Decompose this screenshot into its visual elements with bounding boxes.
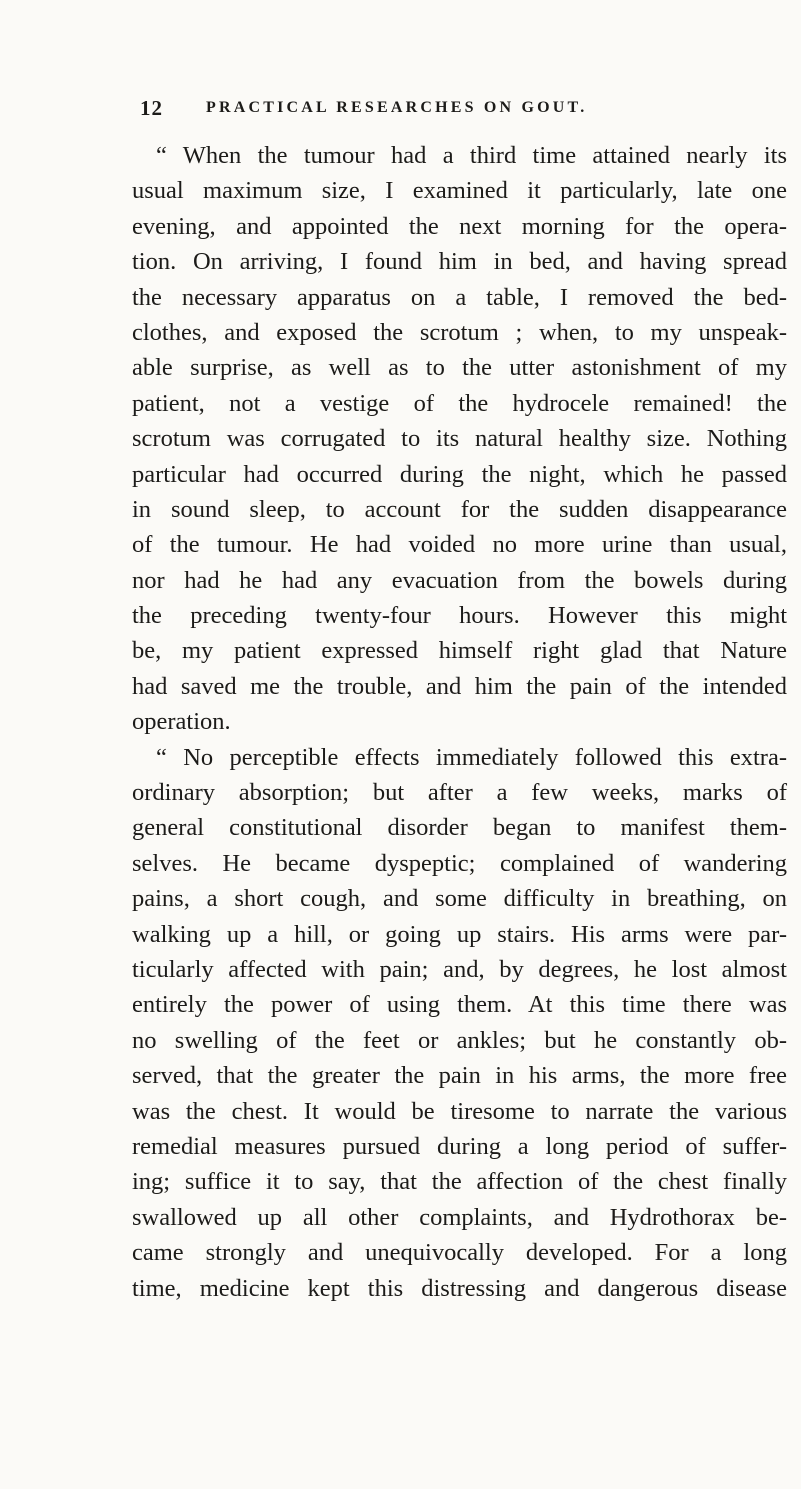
- text-line: tion. On arriving, I found him in bed, and having spread: [132, 248, 787, 276]
- text-line: “ No perceptible effects immediately followed this extra-: [156, 743, 787, 771]
- text-line: selves. He became dyspeptic; complained of wandering: [132, 849, 787, 877]
- text-line: remedial measures pursued during a long period of suffer-: [132, 1132, 787, 1160]
- text-line: of the tumour. He had voided no more urine than usual,: [132, 531, 787, 559]
- text-line: swallowed up all other complaints, and Hydrothorax be-: [132, 1203, 787, 1231]
- page-number: 12: [140, 96, 163, 120]
- running-head: [140, 96, 660, 126]
- text-line: was the chest. It would be tiresome to narrate the various: [132, 1097, 787, 1125]
- text-line: came strongly and unequivocally developed. For a long: [132, 1239, 787, 1267]
- paragraph: [132, 740, 787, 1306]
- text-line: ordinary absorption; but after a few weeks, marks of: [132, 779, 787, 807]
- paragraph: [132, 138, 787, 740]
- text-line: patient, not a vestige of the hydrocele remained! the: [132, 389, 787, 417]
- running-title: PRACTICAL RESEARCHES ON GOUT.: [206, 99, 588, 116]
- text-line: be, my patient expressed himself right glad that Nature: [132, 637, 787, 665]
- text-line: able surprise, as well as to the utter astonishment of my: [132, 354, 787, 382]
- text-line: the necessary apparatus on a table, I removed the bed-: [132, 283, 787, 311]
- text-line: no swelling of the feet or ankles; but he constantly ob-: [132, 1026, 787, 1054]
- text-line: general constitutional disorder began to manifest them-: [132, 814, 787, 842]
- text-line: scrotum was corrugated to its natural healthy size. Nothing: [132, 425, 787, 453]
- text-line: evening, and appointed the next morning for the opera-: [132, 212, 787, 240]
- text-line: particular had occurred during the night, which he passed: [132, 460, 787, 488]
- text-line: usual maximum size, I examined it particularly, late one: [132, 177, 787, 205]
- text-line: in sound sleep, to account for the sudden disappearance: [132, 495, 787, 523]
- text-line: entirely the power of using them. At this time there was: [132, 991, 787, 1019]
- text-line: nor had he had any evacuation from the bowels during: [132, 566, 787, 594]
- text-line: pains, a short cough, and some difficulty in breathing, on: [132, 885, 787, 913]
- text-line: served, that the greater the pain in his arms, the more free: [132, 1062, 787, 1090]
- text-line: ing; suffice it to say, that the affection of the chest finally: [132, 1168, 787, 1196]
- text-line: operation.: [132, 708, 231, 736]
- text-line: ticularly affected with pain; and, by degrees, he lost almost: [132, 955, 787, 983]
- text-line: had saved me the trouble, and him the pain of the intended: [132, 672, 787, 700]
- text-line: “ When the tumour had a third time attained nearly its: [156, 142, 787, 169]
- text-line: clothes, and exposed the scrotum ; when, to my unspeak-: [132, 318, 787, 346]
- text-line: walking up a hill, or going up stairs. His arms were par-: [132, 920, 787, 948]
- text-line: time, medicine kept this distressing and dangerous disease: [132, 1274, 787, 1302]
- body-text: [132, 138, 787, 1306]
- text-line: the preceding twenty-four hours. However this might: [132, 602, 787, 630]
